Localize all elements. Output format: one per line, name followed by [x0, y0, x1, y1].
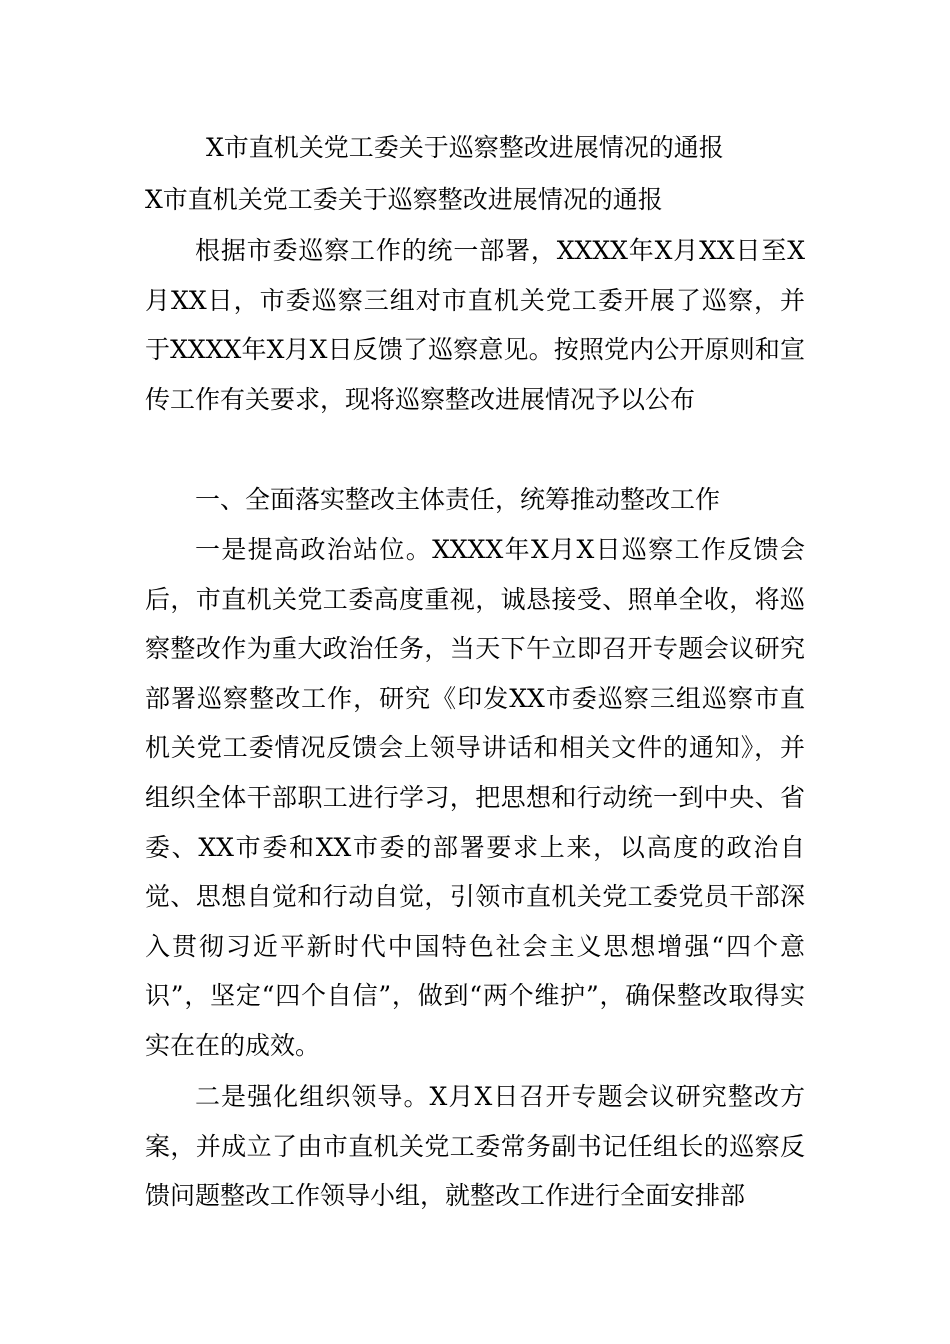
document-subtitle: X市直机关党工委关于巡察整改进展情况的通报 [145, 185, 663, 214]
paragraph-item-2: 二是强化组织领导。X月X日召开专题会议研究整改方案，并成立了由市直机关党工委常务副书记任组长的巡察反馈问题整改工作领导小组，就整改工作进行全面安排部 [145, 1082, 805, 1211]
document-title: X市直机关党工委关于巡察整改进展情况的通报 [206, 133, 724, 162]
section-heading: 一、全面落实整改主体责任，统筹推动整改工作 [195, 485, 721, 514]
paragraph-item-1: 一是提高政治站位。XXXX年X月X日巡察工作反馈会后，市直机关党工委高度重视，诚恳接受、照单全收，将巡察整改作为重大政治任务，当天下午立即召开专题会议研究部署巡察整改工作，研究《印发XX市委巡察三组巡察市直机关党工委情况反馈会上领导讲话和相关文件的通知》，并组织全体干部职工进行学习，把思想和行动统一到中央、省委、XX市委和XX市委的部署要求上来，以高度的政治自觉、思想自觉和行动自觉，引领市直机关党工委党员干部深入贯彻习近平新时代中国特色社会主义思想增强“四个意识”，坚定“四个自信”，做到“两个维护”，确保整改取得实实在在的成效。 [145, 535, 805, 1060]
intro-paragraph: 根据市委巡察工作的统一部署，XXXX年X月XX日至X月XX日，市委巡察三组对市直机关党工委开展了巡察，并于XXXX年X月X日反馈了巡察意见。按照党内公开原则和宣传工作有关要求，现将巡察整改进展情况予以公布 [145, 236, 805, 414]
